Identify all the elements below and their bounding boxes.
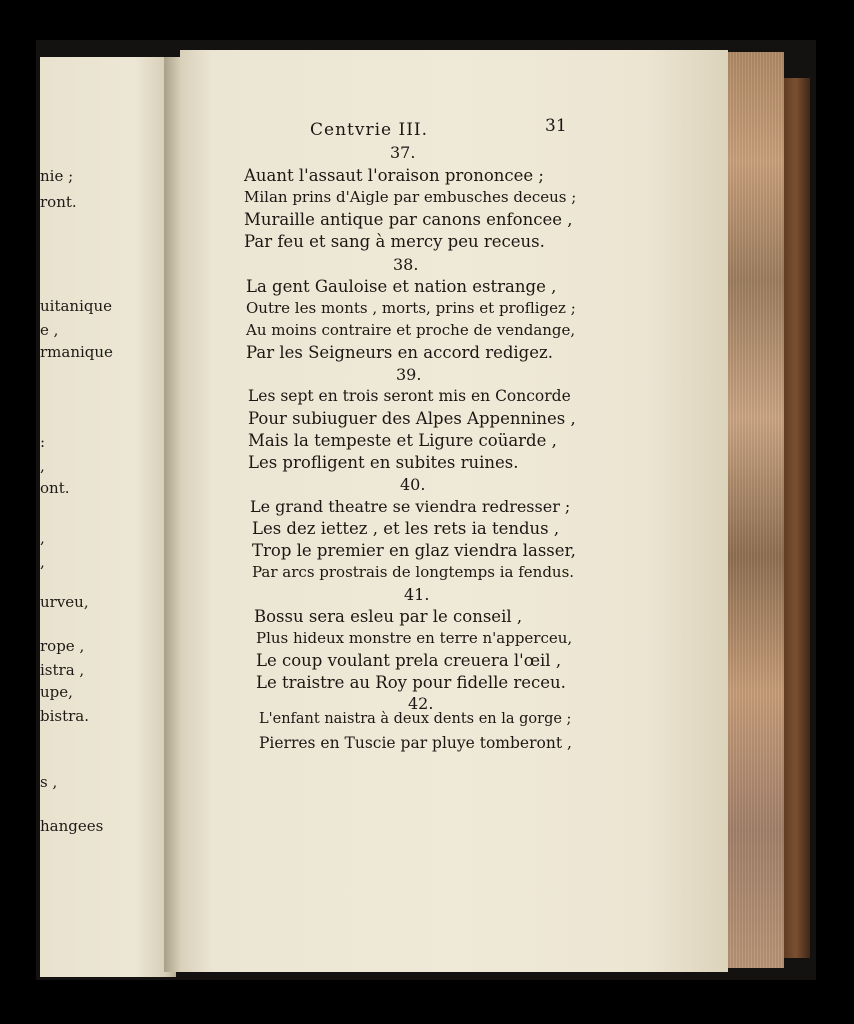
left-fragment: e , — [40, 321, 59, 339]
verse-line: Le coup voulant prela creuera l'œil , — [256, 651, 562, 670]
verse-line: Les dez iettez , et les rets ia tendus , — [252, 519, 560, 538]
verse-line: Le traistre au Roy pour fidelle receu. — [256, 673, 566, 692]
left-fragment: , — [40, 457, 45, 475]
verse-line: Muraille antique par canons enfoncee , — [244, 210, 573, 229]
quatrain-number: 37. — [390, 143, 416, 162]
verse-line: Pour subiuguer des Alpes Appennines , — [248, 409, 576, 428]
left-fragment: s , — [40, 773, 58, 791]
left-fragment: uitanique — [40, 297, 113, 315]
quatrain-number: 42. — [408, 694, 434, 713]
verse-line: Les sept en trois seront mis en Concorde — [248, 387, 571, 405]
verse-line: Au moins contraire et proche de vendange, — [246, 321, 576, 339]
verse-line: Par les Seigneurs en accord redigez. — [246, 343, 553, 362]
left-fragment: ront. — [40, 193, 77, 211]
page-header — [0, 116, 854, 140]
left-fragment: bistra. — [40, 707, 90, 725]
left-fragment: upe, — [40, 683, 73, 701]
verse-line: Mais la tempeste et Ligure coüarde , — [248, 431, 557, 450]
verse-line: La gent Gauloise et nation estrange , — [246, 277, 557, 296]
left-fragment: istra , — [40, 661, 85, 679]
quatrain-number: 40. — [400, 475, 426, 494]
verse-line: Par feu et sang à mercy peu receus. — [244, 232, 545, 251]
verse-line: Plus hideux monstre en terre n'apperceu, — [256, 629, 573, 647]
left-fragment: hangees — [40, 817, 104, 835]
verse-line: L'enfant naistra à deux dents en la gorge ; — [259, 711, 572, 727]
left-page — [40, 57, 176, 977]
left-fragment: , — [40, 529, 45, 547]
quatrain-number: 38. — [393, 255, 419, 274]
left-fragment: : — [40, 433, 46, 451]
verse-line: Milan prins d'Aigle par embusches deceus ; — [244, 188, 577, 206]
verse-line: Trop le premier en glaz viendra lasser, — [252, 541, 576, 560]
left-fragment: , — [40, 553, 45, 571]
verse-line: Outre les monts , morts, prins et profligez ; — [246, 299, 576, 317]
verse-line: Auant l'assaut l'oraison prononcee ; — [244, 166, 544, 185]
verse-line: Bossu sera esleu par le conseil , — [254, 607, 523, 626]
verse-line: Pierres en Tuscie par pluye tomberont , — [259, 734, 572, 752]
verse-line: Les profligent en subites ruines. — [248, 453, 519, 472]
left-fragment: urveu, — [40, 593, 89, 611]
book-cover-edge — [782, 78, 810, 958]
verse-line: Par arcs prostrais de longtemps ia fendus. — [252, 563, 575, 581]
left-fragment: rope , — [40, 637, 85, 655]
quatrain-number: 41. — [404, 585, 430, 604]
verse-line: Le grand theatre se viendra redresser ; — [250, 497, 571, 516]
running-title: Centvrie III. — [310, 120, 429, 140]
left-fragment: nie ; — [40, 167, 74, 185]
left-fragment: ont. — [40, 479, 70, 497]
left-fragment: rmanique — [40, 343, 113, 361]
quatrain-number: 39. — [396, 365, 422, 384]
page-number: 31 — [545, 116, 567, 136]
